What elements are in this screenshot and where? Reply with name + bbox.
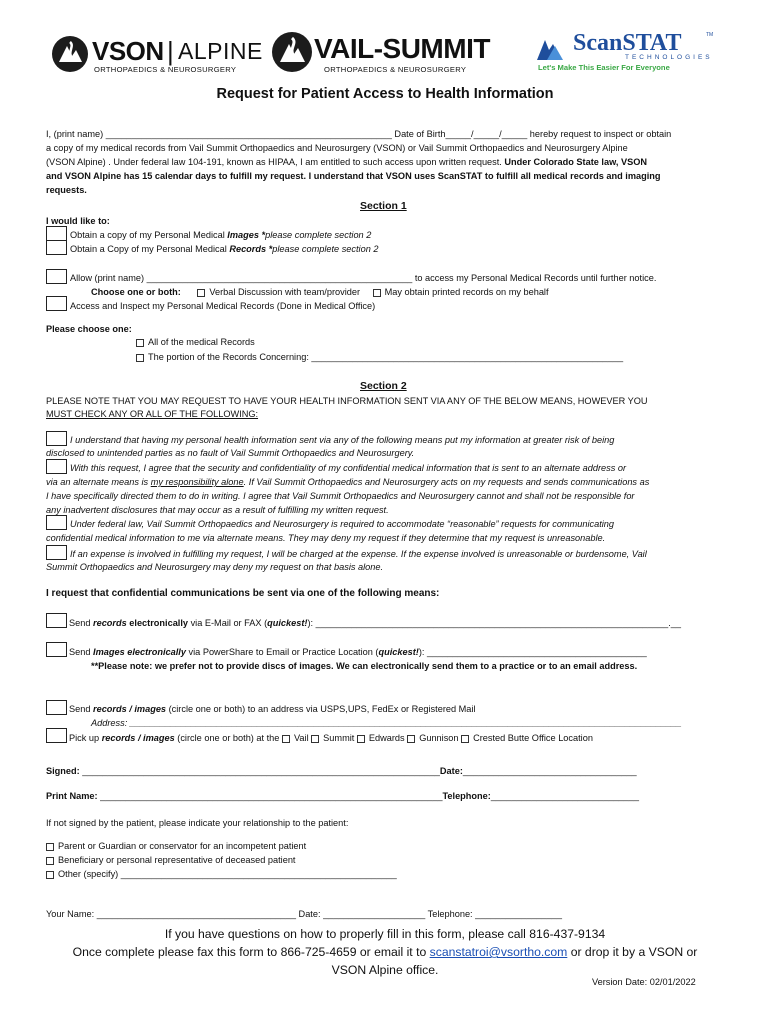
relationship-parent: Parent or Guardian or conservator for an incompetent patient bbox=[58, 841, 307, 851]
signed-date-field[interactable]: __________________________________ bbox=[462, 766, 637, 776]
checkbox-rel-other[interactable] bbox=[46, 871, 54, 879]
telephone-field[interactable]: _____________________________ bbox=[490, 791, 639, 801]
ack-resp-line-2 bbox=[46, 476, 649, 488]
means-ps-line: ): ___________________________________________ bbox=[418, 647, 647, 657]
footer-fax-text: Once complete please fax this form to 866-725-4659 or email it to bbox=[72, 945, 430, 959]
loc-vail: Vail bbox=[293, 733, 312, 743]
not-signed-note: If not signed by the patient, please indicate your relationship to the patient: bbox=[46, 818, 349, 828]
checkbox-ack-responsibility[interactable] bbox=[46, 459, 67, 474]
checkbox-loc-edwards[interactable] bbox=[357, 735, 365, 743]
intro-line-3-bold: Under Colorado State law, VSON bbox=[504, 157, 648, 167]
vson-logo-sub: ORTHOPAEDICS & NEUROSURGERY bbox=[94, 65, 237, 74]
option-obtain-images-text: Obtain a copy of my Personal Medical bbox=[70, 230, 228, 240]
intro-line-1: I, (print name) ________________________________________________________ Date of Birth_____/_____/_____ hereby request to inspect or obtain bbox=[46, 129, 672, 139]
means-email-electronically: electronically bbox=[126, 618, 189, 628]
signed-field[interactable]: ______________________________________________________________________ bbox=[79, 766, 440, 776]
would-like-label: I would like to: bbox=[46, 216, 110, 226]
means-ps-send: Send bbox=[69, 647, 94, 657]
footer-office: VSON Alpine office. bbox=[331, 963, 439, 977]
vson-alpine-logo bbox=[50, 34, 263, 76]
telephone-label: Telephone: bbox=[442, 791, 491, 801]
section-2-note-1: PLEASE NOTE THAT YOU MAY REQUEST TO HAVE YOUR HEALTH INFORMATION SENT VIA ANY OF THE BELOW MEANS, HOWEVER YOU bbox=[46, 396, 648, 406]
checkbox-allow[interactable] bbox=[46, 269, 67, 284]
ack-expense-line-2: Summit Orthopaedics and Neurosurgery may deny my request on that basis alone. bbox=[46, 562, 384, 572]
means-mail-send: Send bbox=[69, 704, 94, 714]
means-email-records: records bbox=[93, 618, 127, 628]
loc-crested-butte: Crested Butte Office Location bbox=[473, 733, 593, 743]
checkbox-obtain-images[interactable] bbox=[46, 226, 67, 241]
loc-summit: Summit bbox=[323, 733, 357, 743]
scanstat-logo-main: ScanSTAT bbox=[573, 30, 682, 56]
checkbox-rel-beneficiary[interactable] bbox=[46, 857, 54, 865]
means-email-quickest: quickest! bbox=[267, 618, 308, 628]
vail-summit-logo-sub: ORTHOPAEDICS & NEUROSURGERY bbox=[324, 65, 467, 74]
means-email-via: via E-Mail or FAX ( bbox=[188, 618, 268, 628]
intro-line-4: and VSON Alpine has 15 calendar days to fulfill my request. I understand that VSON uses ScanSTAT to fulfill all medical records and imaging bbox=[46, 171, 661, 181]
intro-line-3-text: (VSON Alpine) . Under federal law 104-191, known as HIPAA, I am entitled to such access upon written request. bbox=[46, 157, 505, 167]
ack-risk-line-1: I understand that having my personal health information sent via any of the following means put my information at greater risk of being bbox=[70, 435, 615, 445]
option-allow: Allow (print name) ____________________________________________________ to access my Personal Medical Records until further notice. bbox=[70, 273, 657, 283]
relationship-beneficiary-row bbox=[46, 854, 296, 866]
scanstat-emblem-icon bbox=[533, 34, 573, 64]
vail-summit-logo bbox=[270, 30, 500, 76]
means-address-line: Address: ____________________________________________________________________________________________________________ bbox=[91, 718, 682, 728]
section-1-heading: Section 1 bbox=[360, 200, 407, 212]
version-date: Version Date: 02/01/2022 bbox=[592, 977, 696, 987]
checkbox-inspect[interactable] bbox=[46, 296, 67, 311]
option-obtain-images bbox=[70, 229, 371, 241]
vson-logo-divider: | bbox=[167, 36, 174, 66]
means-ps-images: Images electronically bbox=[93, 647, 186, 657]
option-inspect: Access and Inspect my Personal Medical Records (Done in Medical Office) bbox=[70, 301, 376, 311]
vson-logo-alpine: ALPINE bbox=[178, 38, 263, 64]
means-mail-text: (circle one or both) to an address via USPS,UPS, FedEx or Registered Mail bbox=[166, 704, 476, 714]
means-ps-quickest: quickest! bbox=[378, 647, 419, 657]
means-pickup-records-images: records / images bbox=[101, 733, 175, 743]
loc-gunnison: Gunnison bbox=[419, 733, 462, 743]
ack-resp-line-3: I have specifically directed them to do in writing. I agree that Vail Summit Orthopaedics and Neurosurgery cannot and shall not be responsible for bbox=[46, 491, 635, 501]
option-obtain-records-note: please complete section 2 bbox=[272, 244, 379, 254]
checkbox-send-images-powershare[interactable] bbox=[46, 642, 67, 657]
means-pickup-row bbox=[69, 732, 593, 744]
relationship-other-row bbox=[46, 868, 397, 880]
option-portion-row bbox=[136, 351, 623, 363]
choose-one-row bbox=[91, 286, 549, 298]
ack-expense-line-1: If an expense is involved in fulfilling my request, I will be charged at the expense. If the expense involved is unreasonable or burdensome, Vail bbox=[70, 549, 647, 559]
signed-label: Signed: bbox=[46, 766, 80, 776]
section-2-note-2: MUST CHECK ANY OR ALL OF THE FOLLOWING: bbox=[46, 409, 259, 419]
means-pickup-at: (circle one or both) at the bbox=[174, 733, 282, 743]
ack-resp-underlined: my responsibility alone bbox=[150, 477, 244, 487]
means-ps-via: via PowerShare to Email or Practice Location ( bbox=[185, 647, 379, 657]
print-name-label: Print Name: bbox=[46, 791, 98, 801]
option-obtain-records-bold: Records * bbox=[229, 244, 273, 254]
ack-federal-line-1: Under federal law, Vail Summit Orthopaedics and Neurosurgery is required to accommodate “reasonable” requests for communicating bbox=[70, 519, 615, 529]
vail-summit-emblem-icon bbox=[270, 30, 314, 74]
ack-risk-line-2: disclosed to unintended parties as no fault of Vail Summit Orthopaedics and Neurosurgery. bbox=[46, 448, 415, 458]
checkbox-ack-expense[interactable] bbox=[46, 545, 67, 560]
means-email-row bbox=[69, 617, 681, 629]
checkbox-ack-risk[interactable] bbox=[46, 431, 67, 446]
relationship-other: Other (specify) ______________________________________________________ bbox=[58, 869, 397, 879]
intro-line-3 bbox=[46, 156, 647, 168]
means-heading: I request that confidential communications be sent via one of the following means: bbox=[46, 588, 440, 599]
relationship-parent-row bbox=[46, 840, 306, 852]
vson-emblem-icon bbox=[50, 34, 90, 74]
checkbox-all-records[interactable] bbox=[136, 339, 144, 347]
checkbox-send-records-email[interactable] bbox=[46, 613, 67, 628]
intro-line-2: a copy of my medical records from Vail Summit Orthopaedics and Neurosurgery (VSON) or Vail Summit Orthopaedics and Neurosurgery Alpine bbox=[46, 143, 628, 153]
checkbox-send-mail[interactable] bbox=[46, 700, 67, 715]
scanstat-logo-sub: TECHNOLOGIES bbox=[625, 54, 713, 61]
footer-drop-text: or drop it by a VSON or bbox=[567, 945, 698, 959]
ack-resp-line-1: With this request, I agree that the security and confidentiality of my confidential medical information that is sent to an alternate address or bbox=[70, 463, 627, 473]
please-choose-label: Please choose one: bbox=[46, 324, 132, 334]
checkbox-verbal[interactable] bbox=[197, 289, 205, 297]
ack-resp-line-4: any inadvertent disclosures that may occur as a result of fulfilling my written request. bbox=[46, 505, 389, 515]
intro-line-5: requests. bbox=[46, 185, 87, 195]
checkbox-printed[interactable] bbox=[373, 289, 381, 297]
loc-edwards: Edwards bbox=[368, 733, 408, 743]
option-obtain-records-text: Obtain a Copy of my Personal Medical bbox=[70, 244, 230, 254]
option-all-records-row bbox=[136, 336, 255, 348]
option-portion: The portion of the Records Concerning: _____________________________________________________________ bbox=[148, 352, 624, 362]
section-2-heading: Section 2 bbox=[360, 380, 407, 392]
option-obtain-images-note: please complete section 2 bbox=[265, 230, 372, 240]
means-email-send: Send bbox=[69, 618, 94, 628]
checkbox-loc-vail[interactable] bbox=[282, 735, 290, 743]
checkbox-obtain-records[interactable] bbox=[46, 240, 67, 255]
signed-date-label: Date: bbox=[439, 766, 463, 776]
your-name-row: Your Name: _______________________________________ Date: ____________________ Telephone: _________________ bbox=[46, 909, 563, 919]
option-obtain-records bbox=[70, 243, 378, 255]
option-all-records: All of the medical Records bbox=[148, 337, 255, 347]
checkbox-portion[interactable] bbox=[136, 354, 144, 362]
vail-summit-logo-main: VAIL-SUMMIT bbox=[314, 33, 490, 64]
scanstat-tagline: Let's Make This Easier For Everyone bbox=[538, 63, 670, 72]
means-disc-note: **Please note: we prefer not to provide discs of images. We can electronically send them to a practice or to an email address. bbox=[91, 661, 638, 671]
means-mail-records-images: records / images bbox=[93, 704, 167, 714]
signed-row bbox=[46, 765, 637, 777]
checkbox-loc-crested-butte[interactable] bbox=[461, 735, 469, 743]
option-verbal: Verbal Discussion with team/provider bbox=[209, 287, 361, 297]
means-mail-row bbox=[69, 703, 476, 715]
means-email-line: ): _____________________________________________________________________.__ bbox=[307, 618, 682, 628]
footer-fax-email bbox=[0, 944, 770, 960]
relationship-beneficiary: Beneficiary or personal representative of deceased patient bbox=[58, 855, 296, 865]
vson-logo-main: VSON bbox=[92, 36, 164, 66]
print-name-field[interactable]: ___________________________________________________________________ bbox=[97, 791, 443, 801]
checkbox-loc-summit[interactable] bbox=[311, 735, 319, 743]
print-name-row bbox=[46, 790, 639, 802]
checkbox-ack-federal[interactable] bbox=[46, 515, 67, 530]
choose-one-label: Choose one or both: bbox=[91, 287, 181, 297]
checkbox-loc-gunnison[interactable] bbox=[407, 735, 415, 743]
means-pickup-text: Pick up bbox=[69, 733, 102, 743]
option-printed: May obtain printed records on my behalf bbox=[384, 287, 549, 297]
checkbox-pickup[interactable] bbox=[46, 728, 67, 743]
means-powershare-row bbox=[69, 646, 647, 658]
option-obtain-images-bold: Images * bbox=[227, 230, 266, 240]
checkbox-rel-parent[interactable] bbox=[46, 843, 54, 851]
page-title: Request for Patient Access to Health Information bbox=[216, 86, 554, 102]
footer-questions: If you have questions on how to properly fill in this form, please call 816-437-9134 bbox=[164, 927, 606, 941]
scanstat-logo bbox=[533, 30, 723, 74]
ack-resp-line-2-text: via an alternate means is bbox=[46, 477, 151, 487]
footer-email-link[interactable]: scanstatroi@vsortho.com bbox=[429, 945, 568, 959]
ack-federal-line-2: confidential medical information to me via alternate means. They may deny my request if they determine that my request is unreasonable. bbox=[46, 533, 606, 543]
ack-resp-line-2-end: . If Vail Summit Orthopaedics and Neurosurgery acts on my requests and sends communications as bbox=[243, 477, 650, 487]
scanstat-logo-tm: TM bbox=[706, 32, 714, 38]
